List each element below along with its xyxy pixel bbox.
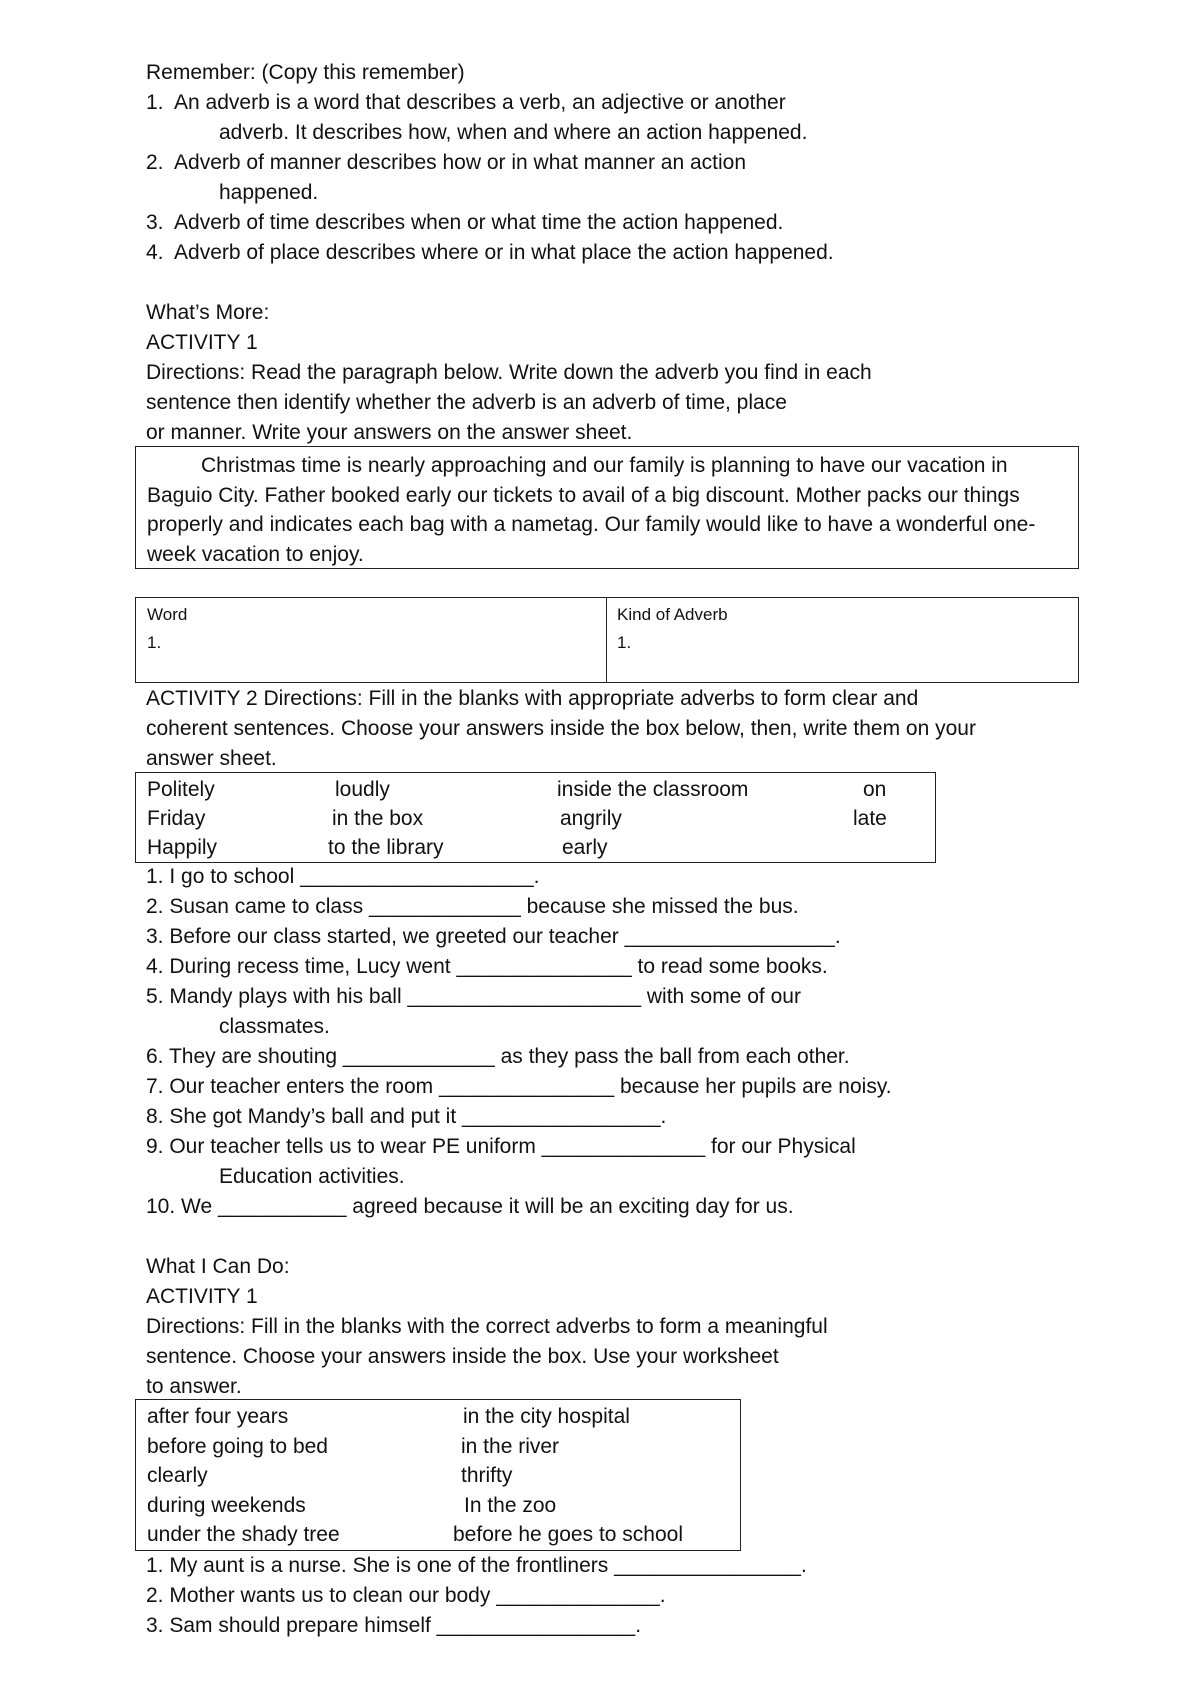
paragraph-box [135,446,1079,569]
word-box-item: in the box [332,807,424,830]
activity-1-directions-line-3: or manner. Write your answers on the answer sheet. [146,421,633,444]
activity-2-directions-line-3: answer sheet. [146,747,277,770]
activity-2-sentence-3: 3. Before our class started, we greeted our teacher __________________. [146,925,841,948]
activity-2-sentence-8: 8. She got Mandy’s ball and put it _________________. [146,1105,667,1128]
paragraph-text: Christmas time is nearly approaching and our family is planning to have our vacation in Baguio City. Father booked early our tickets to avail of a big discount. Mother packs our things properly and indicates each bag with a nametag. Our family would like to have a wonderful one-week vacation to enjoy. [147,454,1036,566]
word-box-activity-2 [135,772,936,863]
table-divider [606,598,607,682]
activity-2-sentence-9: 9. Our teacher tells us to wear PE uniform ______________ for our Physical [146,1135,856,1158]
can-do-sentence-3: 3. Sam should prepare himself _________________. [146,1614,642,1637]
activity-2-sentence-2: 2. Susan came to class _____________ because she missed the bus. [146,895,799,918]
word-box-item: Politely [147,778,215,801]
remember-item-2-cont: happened. [219,181,319,204]
can-do-directions-line-2: sentence. Choose your answers inside the box. Use your worksheet [146,1345,779,1368]
word-box-item: In the zoo [464,1494,557,1517]
remember-item-1: 1. An adverb is a word that describes a verb, an adjective or another [146,91,786,114]
word-box-item: Friday [147,807,206,830]
table-cell-kind-1: 1. [617,633,632,652]
activity-1-directions-line-1: Directions: Read the paragraph below. Write down the adverb you find in each [146,361,872,384]
table-cell-word-1: 1. [147,633,162,652]
activity-2-sentence-9-cont: Education activities. [219,1165,405,1188]
remember-item-4: 4. Adverb of place describes where or in what place the action happened. [146,241,834,264]
activity-2-sentence-5-cont: classmates. [219,1015,330,1038]
can-do-sentence-1: 1. My aunt is a nurse. She is one of the frontliners ________________. [146,1554,807,1577]
word-box-item: loudly [335,778,390,801]
can-do-sentence-2: 2. Mother wants us to clean our body ______________. [146,1584,666,1607]
word-box-item: in the river [461,1435,560,1458]
word-box-item: in the city hospital [463,1405,630,1428]
remember-item-1-cont: adverb. It describes how, when and where an action happened. [219,121,808,144]
word-box-item: after four years [147,1405,289,1428]
word-box-item: during weekends [147,1494,306,1517]
word-box-item: before he goes to school [453,1523,683,1546]
word-box-item: Happily [147,836,218,859]
activity-2-sentence-10: 10. We ___________ agreed because it will be an exciting day for us. [146,1195,794,1218]
remember-item-2: 2. Adverb of manner describes how or in what manner an action [146,151,747,174]
remember-item-3: 3. Adverb of time describes when or what time the action happened. [146,211,784,234]
activity-2-sentence-7: 7. Our teacher enters the room _______________ because her pupils are noisy. [146,1075,892,1098]
answer-table [135,597,1079,683]
word-box-item: angrily [560,807,622,830]
word-box-item: inside the classroom [557,778,749,801]
can-do-directions-line-1: Directions: Fill in the blanks with the correct adverbs to form a meaningful [146,1315,828,1338]
activity-2-sentence-5: 5. Mandy plays with his ball ____________________ with some of our [146,985,801,1008]
whats-more-heading: What’s More: [146,301,270,324]
activity-1-title: ACTIVITY 1 [146,331,258,354]
activity-2-directions-line-1: ACTIVITY 2 Directions: Fill in the blanks with appropriate adverbs to form clear and [146,687,919,710]
activity-2-sentence-6: 6. They are shouting _____________ as they pass the ball from each other. [146,1045,850,1068]
word-box-item: late [853,807,887,830]
table-header-kind: Kind of Adverb [617,605,728,624]
can-do-activity-1-title: ACTIVITY 1 [146,1285,258,1308]
remember-heading: Remember: (Copy this remember) [146,61,465,84]
what-i-can-do-heading: What I Can Do: [146,1255,290,1278]
word-box-item: thrifty [461,1464,513,1487]
word-box-item: on [863,778,887,801]
activity-2-sentence-4: 4. During recess time, Lucy went _______________ to read some books. [146,955,828,978]
word-box-item: early [562,836,608,859]
word-box-can-do [135,1399,741,1551]
word-box-item: clearly [147,1464,208,1487]
activity-2-sentence-1: 1. I go to school ____________________. [146,865,540,888]
word-box-item: before going to bed [147,1435,328,1458]
can-do-directions-line-3: to answer. [146,1375,242,1398]
word-box-item: under the shady tree [147,1523,340,1546]
activity-2-directions-line-2: coherent sentences. Choose your answers inside the box below, then, write them on your [146,717,976,740]
word-box-item: to the library [328,836,444,859]
activity-1-directions-line-2: sentence then identify whether the adverb is an adverb of time, place [146,391,787,414]
table-header-word: Word [147,605,188,624]
